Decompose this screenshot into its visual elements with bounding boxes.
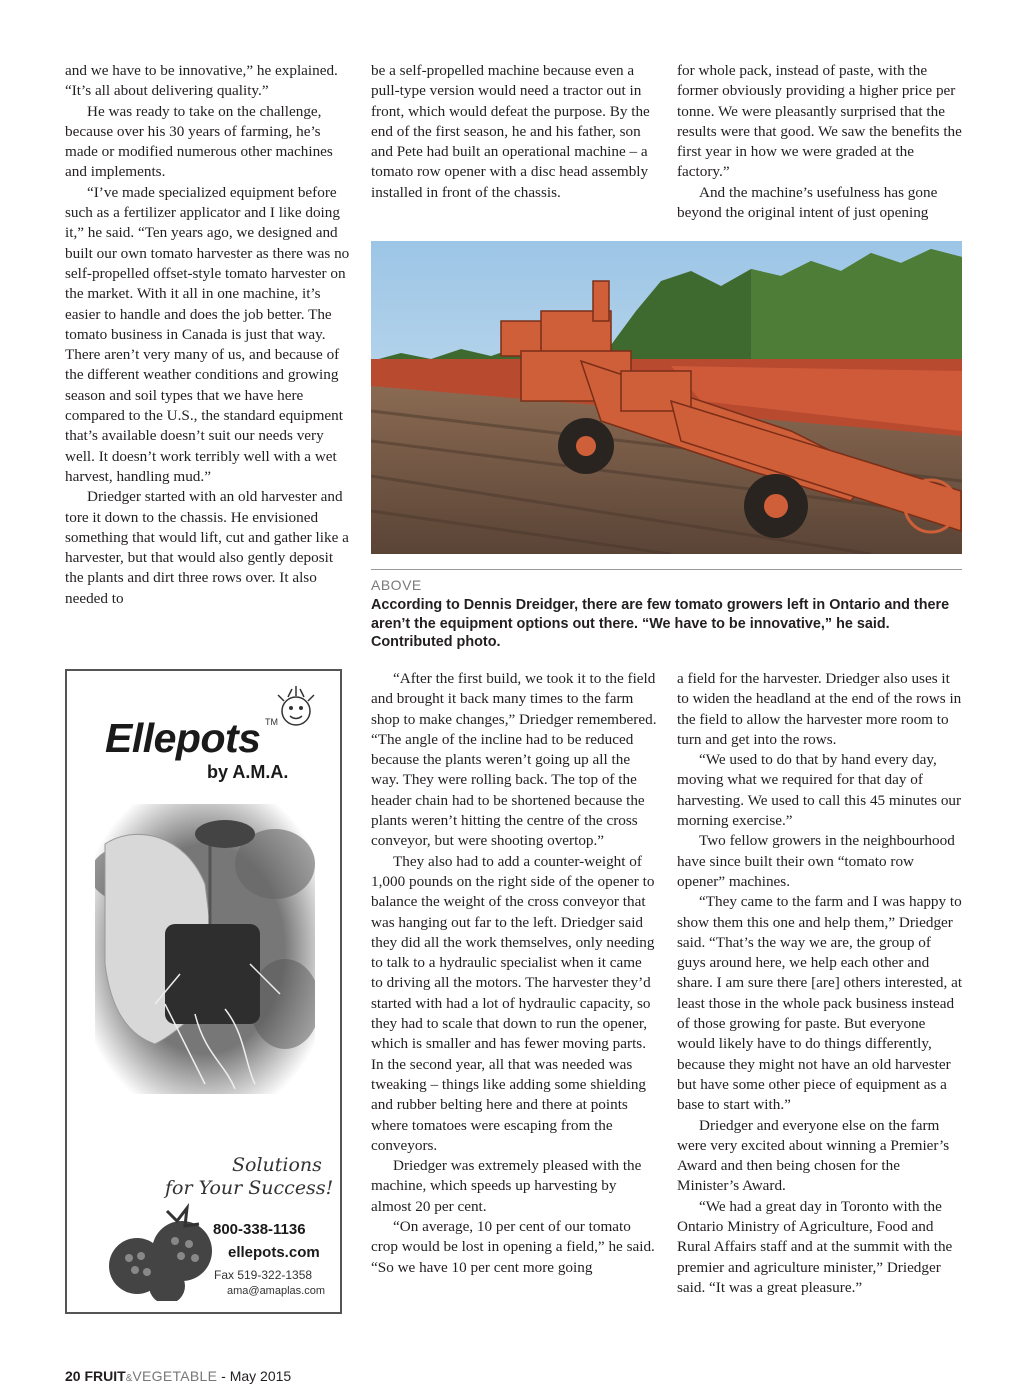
paragraph: for whole pack, instead of paste, with the former obviously providing a higher price per tonne. We were pleasantly surprised that the results were that good. We saw the benefits the first year in how we were graded at the factory.” <box>677 62 962 181</box>
caption-divider <box>371 569 962 570</box>
paragraph: be a self-propelled machine because even a pull-type version would need a tractor out in front, which would defeat the purpose. By the end of the first season, he and his father, son and Pete had built an operational machine – a tomato row opener with a disc head assembly installed in front of the chassis. <box>371 62 650 201</box>
article-column-2 <box>371 61 657 203</box>
ad-fax-number: Fax 519-322-1358 <box>214 1268 313 1282</box>
ad-phone-number[interactable]: 800-338-1136 <box>213 1221 306 1238</box>
paragraph: a field for the harvester. Driedger also uses it to widen the headland at the end of the rows in the field to allow the harvester more room to turn and get into the rows. <box>677 670 962 748</box>
paragraph: “They came to the farm and I was happy to show them this one and help them,” Driedger said. “That’s the way we are, the group of guys around here, we help each other and share. I am sure there [are] others interested, at least those in the whole pack business instead of those growing for paste. But everyone would likely have to do things differently, because they might not have an old harvester but have some other piece of equipment as a base to start with.” <box>677 893 963 1114</box>
paragraph: “After the first build, we took it to the field and brought it back many times to the farm shop to make changes,” Driedger remembered. “The angle of the incline had to be reduced because the plants weren’t going up all the way. They were rolling back. The top of the header chain had to be shortened because the plants weren’t hitting the centre of the cross conveyor, but were shooting overtop.” <box>371 670 657 850</box>
paragraph: Driedger was extremely pleased with the machine, which speeds up harvesting by almost 20 per cent. <box>371 1157 642 1215</box>
mascot-icon <box>270 683 322 735</box>
magazine-name-fruit: FRUIT <box>84 1368 126 1384</box>
trademark-mark: TM <box>265 717 278 727</box>
article-column-3-lower <box>677 669 963 1298</box>
article-column-1 <box>65 61 351 609</box>
paragraph: He was ready to take on the challenge, because over his 30 years of farming, he’s made or modified numerous other machines and implements. <box>65 102 333 181</box>
paragraph: Driedger and everyone else on the farm were very excited about winning a Premier’s Award and then being chosen for the Minister’s Award. <box>677 1116 950 1195</box>
paragraph: Driedger started with an old harvester and tore it down to the chassis. He envisioned something that would lift, cut and gather like a harvester, but that would also gently deposit the plants and dirt three rows over. It also needed to <box>65 488 349 607</box>
paragraph: “On average, 10 per cent of our tomato crop would be lost in opening a field,” he said. “So we have 10 per cent more going <box>371 1218 655 1276</box>
plant-in-hand-photo <box>95 804 315 1094</box>
page-number: 20 <box>65 1368 81 1384</box>
ad-byline: by A.M.A. <box>207 762 289 782</box>
magazine-name-vegetable: VEGETABLE <box>132 1368 218 1384</box>
paragraph: “We used to do that by hand every day, moving what we required for that day of harvesting. We used to call this 45 minutes our morning exercise.” <box>677 751 962 830</box>
ellepots-advertisement[interactable] <box>65 669 342 1314</box>
page-footer <box>65 1368 291 1384</box>
issue-date: - May 2015 <box>217 1368 292 1384</box>
magazine-name-amp: & <box>125 1373 133 1384</box>
tomato-harvester-photo <box>371 241 962 554</box>
raspberries-image <box>107 1196 217 1301</box>
ad-slogan-line1: Solutions <box>232 1154 322 1176</box>
ad-slogan-line2: for Your Success! <box>165 1177 334 1199</box>
paragraph: Two fellow growers in the neighbourhood have since built their own “tomato row opener” machines. <box>677 832 955 890</box>
paragraph: They also had to add a counter-weight of 1,000 pounds on the right side of the opener to balance the weight of the cross conveyor that was hanging out far to the left. Driedger said they did all the work themselves, only needing to talk to a hydraulic specialist when it came to driving all the motors. The harvester they’d started with had a lot of hydraulic capacity, so they had to scale that down to run the opener, which is smaller and has fewer moving parts. In the second year, all that was needed was tweaking – things like adding some shielding and rubber belting here and there at points where tomatoes were escaping from the conveyors. <box>371 852 655 1154</box>
article-column-2-lower <box>371 669 657 1278</box>
photo-caption: According to Dennis Dreidger, there are few tomato growers left in Ontario and there aren’t the equipment options out there. “We have to be innovative,” he said. Contributed photo. <box>371 597 950 650</box>
paragraph: “I’ve made specialized equipment before such as a fertilizer applicator and I like doing it,” he said. “Ten years ago, we designed and built our own tomato harvester as there was no self-propelled offset-style tomato harvester on the market. With it all in one machine, it’s easier to handle and does the job better. The tomato business in Canada is just that way. There aren’t very many of us, and because of the different weather conditions and growing season and soil types that we have here compared to the U.S., the standard equipment that’s available doesn’t suit our needs very well. It doesn’t work terribly well with a wet harvest, handling mud.” <box>65 183 350 485</box>
paragraph: and we have to be innovative,” he explained. “It’s all about delivering quality.” <box>65 62 338 100</box>
paragraph: And the machine’s usefulness has gone beyond the original intent of just opening <box>677 183 938 222</box>
ad-brand-logo: Ellepots <box>105 715 261 761</box>
article-column-3 <box>677 61 963 223</box>
ad-website-link[interactable]: ellepots.com <box>228 1244 320 1261</box>
ad-email-link[interactable]: ama@amaplas.com <box>227 1285 325 1297</box>
paragraph: “We had a great day in Toronto with the Ontario Ministry of Agriculture, Food and Rural Affairs staff and at the summit with the premier and agriculture minister,” Driedger said. “It was a great pleasure.” <box>677 1197 953 1296</box>
caption-kicker: ABOVE <box>371 577 422 593</box>
